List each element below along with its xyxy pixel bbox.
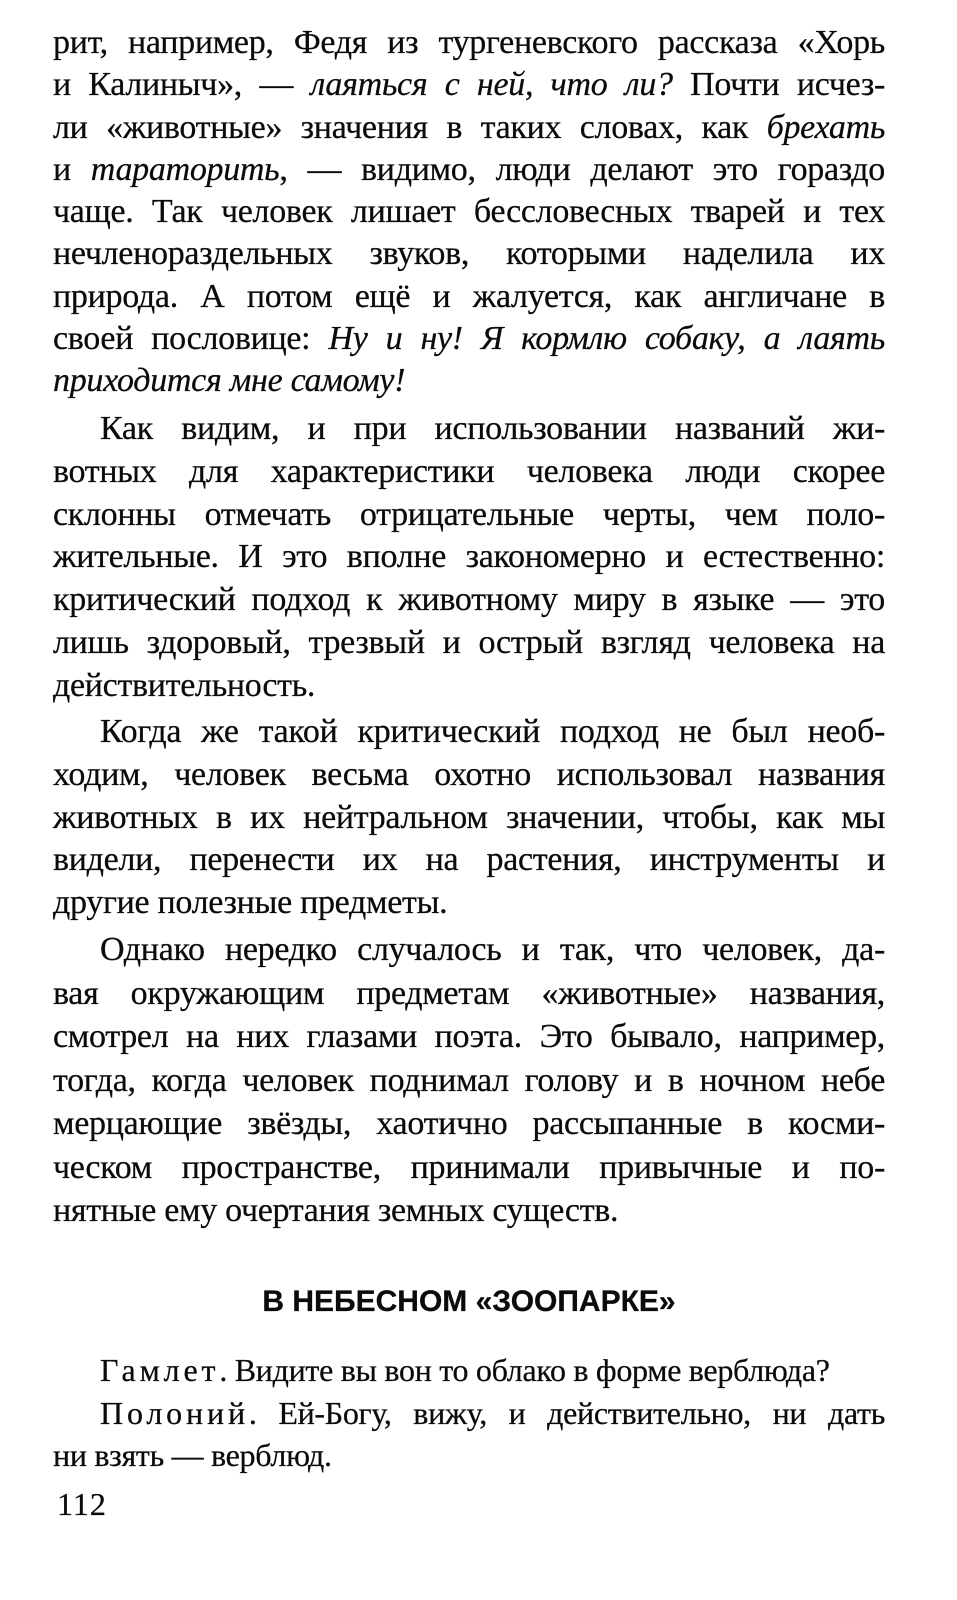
text-line: Когда же такой критический подход не был необ-: [100, 713, 885, 750]
speaker-name: Гамлет: [100, 1352, 220, 1388]
text-line: мерцающие звёзды, хаотично рассыпанные в косми-: [53, 1105, 885, 1142]
text-line: тогда, когда человек поднимал голову и в ночном небе: [53, 1061, 885, 1099]
text-line: видели, перенести их на растения, инструменты и: [53, 841, 885, 879]
text-line: критический подход к животному миру в языке — это: [53, 581, 885, 619]
text-segment: . Ей-Богу, вижу, и действительно, ни дать: [248, 1394, 885, 1431]
text-line: нятные ему очертания земных существ.: [53, 1192, 619, 1229]
italic-text: тараторить: [90, 150, 280, 188]
text-line: Однако нередко случалось и так, что человек, да-: [100, 931, 885, 968]
italic-text: брехать: [766, 108, 885, 146]
paragraph: [53, 928, 885, 1233]
text-line: ческом пространстве, принимали привычные и по-: [53, 1148, 885, 1186]
speaker-name: Полоний: [100, 1394, 249, 1431]
text-line: [53, 64, 885, 106]
paragraph: [53, 408, 885, 708]
italic-text: Ну и ну! Я кормлю собаку, а лаять: [328, 320, 885, 358]
text-line: животных в их нейтральном значении, чтобы, как мы: [53, 798, 885, 836]
text-line: действительность.: [53, 666, 316, 704]
paragraph: [53, 711, 885, 925]
text-segment: . Видите вы вон то облако в форме верблюда?: [219, 1352, 830, 1388]
page-number: 112: [57, 1486, 107, 1522]
italic-text: лаяться с ней, что ли?: [310, 66, 673, 104]
text-line: ходим, человек весьма охотно использовал названия: [53, 755, 885, 793]
text-line: вотных для характеристики человека люди скорее: [53, 452, 885, 490]
text-segment: , — видимо, люди делают это гораздо: [279, 150, 885, 188]
text-segment: своей пословице:: [53, 320, 329, 358]
text-line: [53, 1392, 885, 1435]
text-line: склонны отмечать отрицательные черты, чем поло-: [53, 495, 885, 533]
text-segment: Почти исчез-: [672, 66, 885, 104]
text-line: ни взять — верблюд.: [53, 1437, 332, 1474]
text-line: Как видим, и при использовании названий жи-: [100, 410, 885, 447]
text-line: смотрел на них глазами поэта. Это бывало, например,: [53, 1018, 885, 1055]
text-line: природа. А потом ещё и жалуется, как англичане в: [53, 277, 885, 315]
text-line: другие полезные предметы.: [53, 884, 448, 921]
text-segment: и Калиныч», —: [53, 66, 311, 104]
epigraph: [53, 1349, 885, 1477]
text-segment: и: [53, 150, 91, 188]
text-line: нечленораздельных звуков, которыми наделила их: [53, 235, 885, 273]
text-line: чаще. Так человек лишает бессловесных тварей и тех: [53, 193, 885, 231]
text-line: лишь здоровый, трезвый и острый взгляд человека на: [53, 623, 885, 661]
section-heading: В НЕБЕСНОМ «ЗООПАРКЕ»: [262, 1285, 676, 1318]
text-line: [53, 107, 885, 149]
text-segment: ли «животные» значения в таких словах, как: [53, 108, 767, 146]
text-line: вая окружающим предметам «животные» названия,: [53, 974, 885, 1012]
text-line: [53, 1349, 885, 1392]
text-line: жительные. И это вполне закономерно и естественно:: [53, 538, 885, 576]
text-line: [53, 149, 885, 191]
text-line: [53, 318, 885, 360]
text-line: приходится мне самому!: [53, 362, 406, 400]
text-line: рит, например, Федя из тургеневского рассказа «Хорь: [53, 24, 885, 61]
paragraph: [53, 22, 885, 403]
